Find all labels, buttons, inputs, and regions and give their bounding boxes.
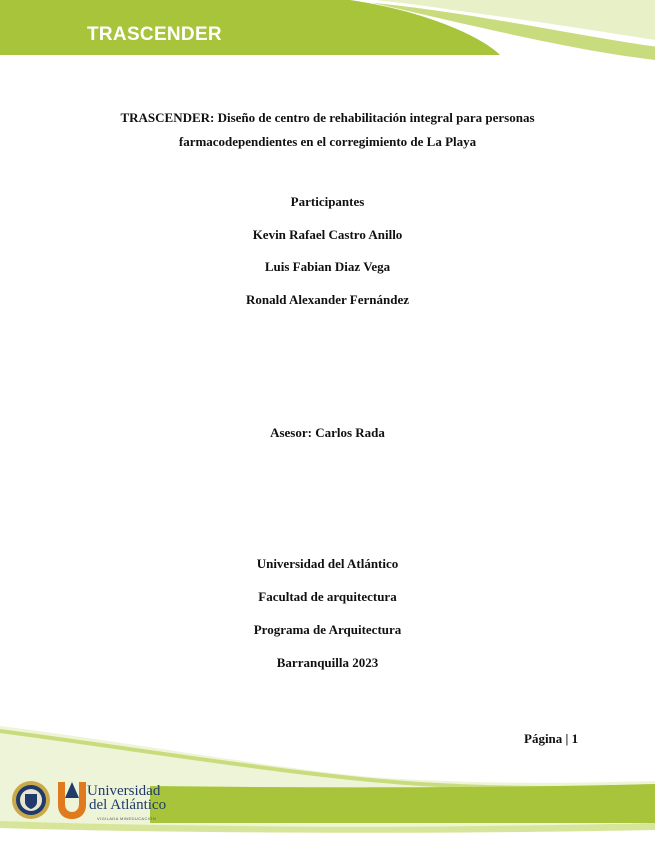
page-number: Página | 1 [524, 731, 579, 746]
logo-tagline: VIGILADA MINEDUCACIÓN [97, 816, 157, 821]
faculty-name: Facultad de arquitectura [258, 589, 397, 604]
title-line-2: farmacodependientes en el corregimiento de La Playa [178, 134, 477, 149]
city-year: Barranquilla 2023 [276, 655, 379, 670]
participant-name: Ronald Alexander Fernández [246, 292, 409, 307]
participant-name: Luis Fabian Diaz Vega [264, 259, 391, 274]
participants-heading: Participantes [290, 194, 365, 209]
advisor: Asesor: Carlos Rada [270, 425, 385, 440]
university-name: Universidad del Atlántico [256, 556, 399, 571]
logo-line-1: Universidad [87, 783, 161, 799]
document-title [0, 106, 655, 154]
university-logo-text [87, 784, 166, 826]
ua-logo-icon [56, 778, 88, 820]
logo-line-2: del Atlántico [89, 797, 167, 813]
title-line-1: TRASCENDER: Diseño de centro de rehabilitación integral para personas [120, 110, 535, 125]
university-seal-icon [11, 780, 51, 820]
header-brand-title: TRASCENDER [87, 24, 222, 45]
program-name: Programa de Arquitectura [253, 622, 402, 637]
participant-name: Kevin Rafael Castro Anillo [252, 227, 403, 242]
